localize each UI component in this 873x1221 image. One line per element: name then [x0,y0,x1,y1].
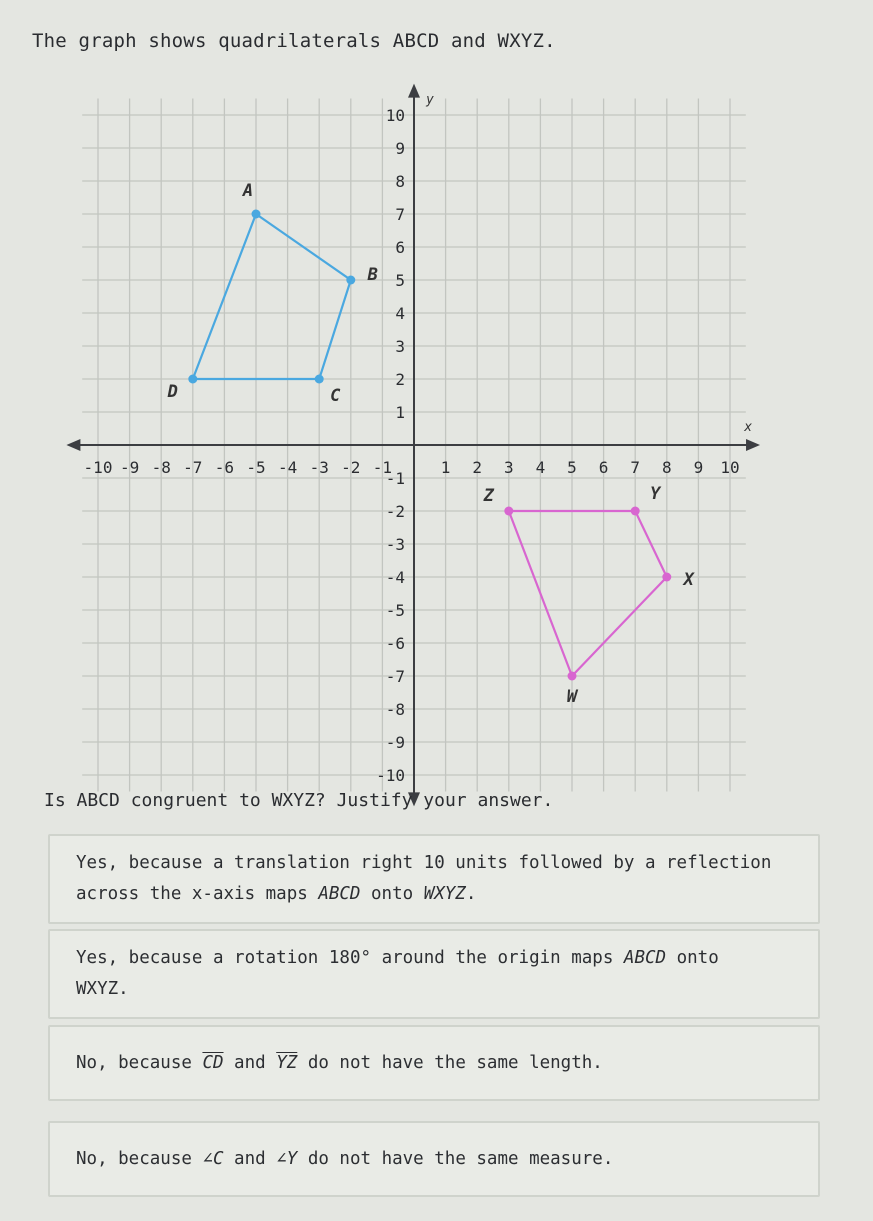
angle-y: ∠Y [276,1149,298,1169]
vertex-label-z: Z [483,486,494,506]
choice-1-period: . [465,884,477,904]
y-tick-label: 10 [385,106,405,125]
angle-c: ∠C [202,1149,224,1169]
x-tick-label: 5 [567,458,577,477]
y-tick-label: 7 [395,205,405,224]
choice-2-text-b: around the origin maps [371,948,624,968]
choice-2-abcd: ABCD [623,948,667,968]
y-tick-label: 9 [395,139,405,158]
x-axis-arrow-right [746,439,760,451]
graph-svg [0,70,873,785]
vertex-x [662,573,671,582]
choice-3-text: No, because [76,1053,203,1073]
prompt-text: The graph shows quadrilaterals ABCD and WXYZ. [32,30,556,52]
vertex-z [504,507,513,516]
x-tick-label: -10 [83,458,113,477]
y-tick-label: 5 [395,271,405,290]
question-text: Is ABCD congruent to WXYZ? Justify your answer. [44,790,554,811]
x-tick-label: -5 [246,458,266,477]
y-tick-label: 2 [395,370,405,389]
choice-2-wxyz: WXYZ [76,979,119,999]
choice-1-line-1: Yes, because a translation right 10 units followed by a reflection [76,853,772,873]
segment-yz: $\overline{YZ}$ [276,1053,298,1073]
vertex-label-b: B [367,265,378,285]
x-tick-label: -1 [372,458,393,477]
choice-1-wxyz: WXYZ [423,884,466,904]
x-tick-label: -4 [277,458,298,477]
x-tick-label: 10 [720,458,740,477]
y-tick-label: -8 [385,700,405,719]
x-tick-label: 3 [503,458,514,477]
quadrilateral-abcd [193,214,351,379]
x-axis-label: x [744,420,753,435]
x-tick-label: 4 [535,458,546,477]
vertex-label-y: Y [650,484,661,504]
x-tick-label: 8 [661,458,672,477]
y-tick-label: -5 [385,601,405,620]
y-tick-label: 6 [395,238,405,257]
y-tick-label: 8 [395,172,405,191]
vertex-y [631,507,640,516]
y-tick-label: 1 [395,403,405,422]
vertex-label-c: C [330,386,341,406]
y-tick-label: -2 [385,502,405,521]
x-tick-label: 7 [630,458,641,477]
choice-3-text-c: do not have the same length. [297,1053,603,1073]
vertex-label-x: X [683,570,694,590]
answer-choice-1[interactable] [48,834,820,924]
y-tick-label: -10 [376,766,405,785]
choice-1-text: across the x-axis maps [76,884,319,904]
x-tick-label: 2 [472,458,483,477]
vertex-label-d: D [167,382,178,402]
vertex-d [188,375,197,384]
y-tick-label: -7 [385,667,405,686]
segment-cd: $\overline{CD}$ [202,1053,224,1073]
vertex-c [315,375,324,384]
x-axis-arrow-left [66,439,80,451]
answer-choice-3[interactable] [48,1025,820,1101]
x-tick-label: 1 [440,458,451,477]
coordinate-graph [0,70,873,785]
choice-2-degrees: 180° [328,948,372,968]
choice-1-abcd: ABCD [318,884,361,904]
x-tick-label: -3 [309,458,329,477]
y-tick-label: -6 [385,634,405,653]
answer-choice-2[interactable] [48,929,820,1019]
y-axis-arrow-up [408,84,420,98]
y-tick-label: 4 [395,304,405,323]
y-tick-label: -3 [385,535,405,554]
x-tick-label: 6 [598,458,609,477]
vertex-label-a: A [242,181,254,201]
vertex-w [568,672,577,681]
quadrilateral-wxyz [509,511,667,676]
vertex-label-w: W [566,687,578,707]
vertex-b [346,276,355,285]
choice-4-and: and [223,1149,277,1169]
answer-choice-4[interactable] [48,1121,820,1197]
x-tick-label: -6 [214,458,235,477]
choice-2-period: . [118,979,129,999]
choice-2-onto: onto [666,948,719,968]
y-tick-label: -4 [385,568,405,587]
x-tick-label: -2 [341,458,361,477]
y-tick-label: 3 [395,337,405,356]
choice-1-onto: onto [360,884,424,904]
x-tick-label: -9 [119,458,140,477]
choice-2-text: Yes, because a rotation [76,948,329,968]
y-axis-label: y [426,92,434,108]
choice-3-and: and [223,1053,277,1073]
choice-4-text: No, because [76,1149,203,1169]
y-tick-label: -9 [385,733,405,752]
vertex-a [252,210,261,219]
choice-4-text-c: do not have the same measure. [297,1149,614,1169]
x-tick-label: 9 [693,458,704,477]
x-tick-label: -7 [183,458,203,477]
x-tick-label: -8 [151,458,171,477]
y-tick-label: -1 [385,469,405,488]
